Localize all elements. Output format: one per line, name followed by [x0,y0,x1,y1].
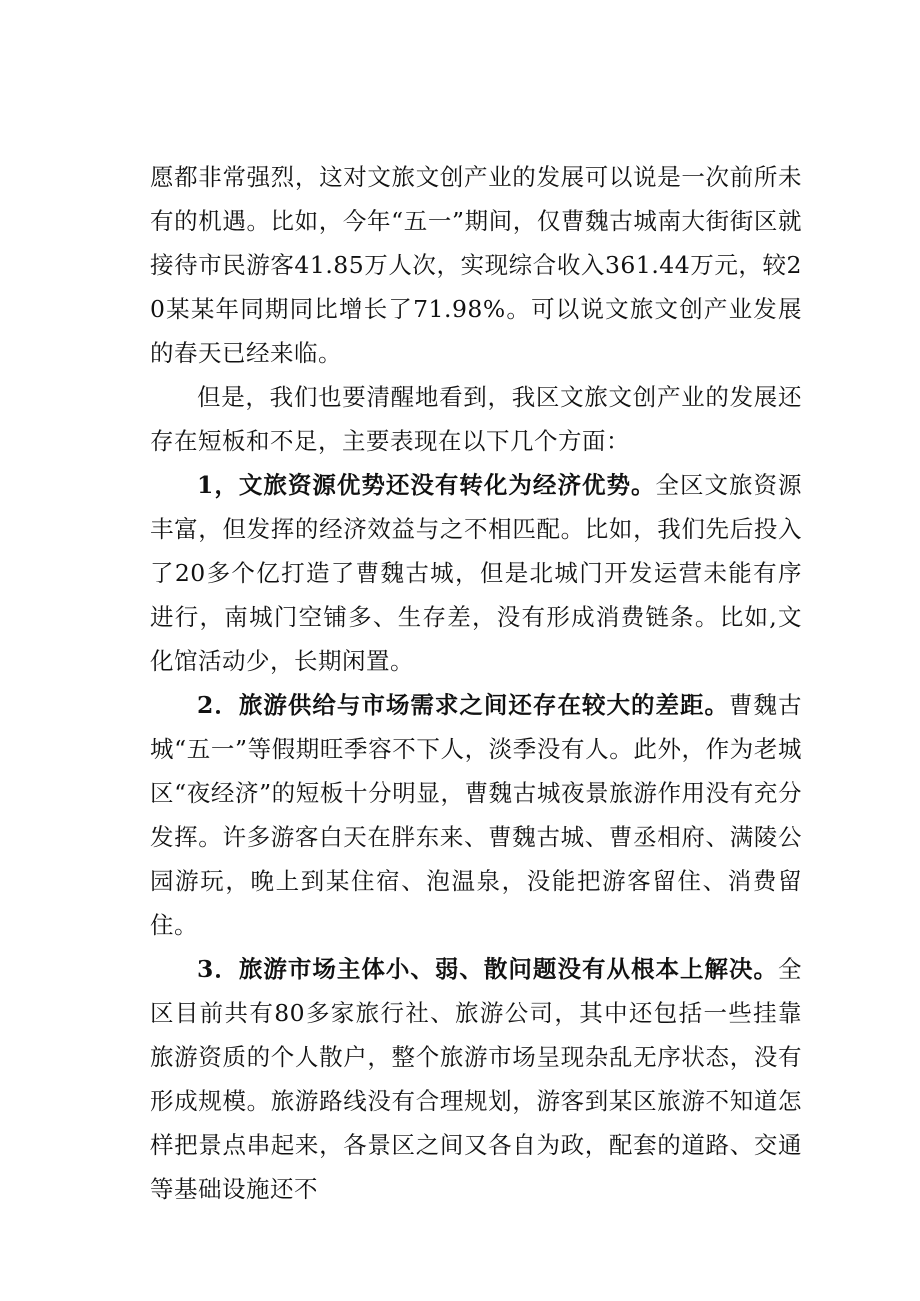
paragraph-point-3 [150,947,802,1211]
paragraph-shortcomings-intro [150,375,802,463]
paragraph-text: 全区目前共有80多家旅行社、旅游公司，其中还包括一些挂靠旅游资质的个人散户，整个旅游市场呈现杂乱无序状态，没有形成规模。旅游路线没有合理规划，游客到某区旅游不知道怎样把景点串起来，各景区之间又各自为政，配套的道路、交通等基础设施还不 [150,955,802,1203]
paragraph-text: 但是，我们也要清醒地看到，我区文旅文创产业的发展还存在短板和不足，主要表现在以下几个方面： [150,383,802,455]
paragraph-continuation [150,155,802,375]
paragraph-point-2 [150,683,802,947]
paragraph-text: 愿都非常强烈，这对文旅文创产业的发展可以说是一次前所未有的机遇。比如，今年“五一”期间，仅曹魏古城南大街街区就接待市民游客41.85万人次，实现综合收入361.44万元，较20某某年同期同比增长了71.98%。可以说文旅文创产业发展的春天已经来临。 [150,163,802,367]
paragraph-point-1 [150,463,802,683]
paragraph-text: 曹魏古城“五一”等假期旺季容不下人，淡季没有人。此外，作为老城区“夜经济”的短板十分明显，曹魏古城夜景旅游作用没有充分发挥。许多游客白天在胖东来、曹魏古城、曹丞相府、满陵公园游玩，晚上到某住宿、泡温泉，没能把游客留住、消费留住。 [150,691,802,939]
paragraph-text: 全区文旅资源丰富，但发挥的经济效益与之不相匹配。比如，我们先后投入了20多个亿打造了曹魏古城，但是北城门开发运营未能有序进行，南城门空铺多、生存差，没有形成消费链条。比如,文化馆活动少，长期闲置。 [150,471,802,675]
point-heading: 1，文旅资源优势还没有转化为经济优势。 [197,471,656,499]
point-heading: 2．旅游供给与市场需求之间还存在较大的差距。 [197,691,729,719]
document-page [150,155,802,1211]
point-heading: 3．旅游市场主体小、弱、散问题没有从根本上解决。 [197,955,778,983]
